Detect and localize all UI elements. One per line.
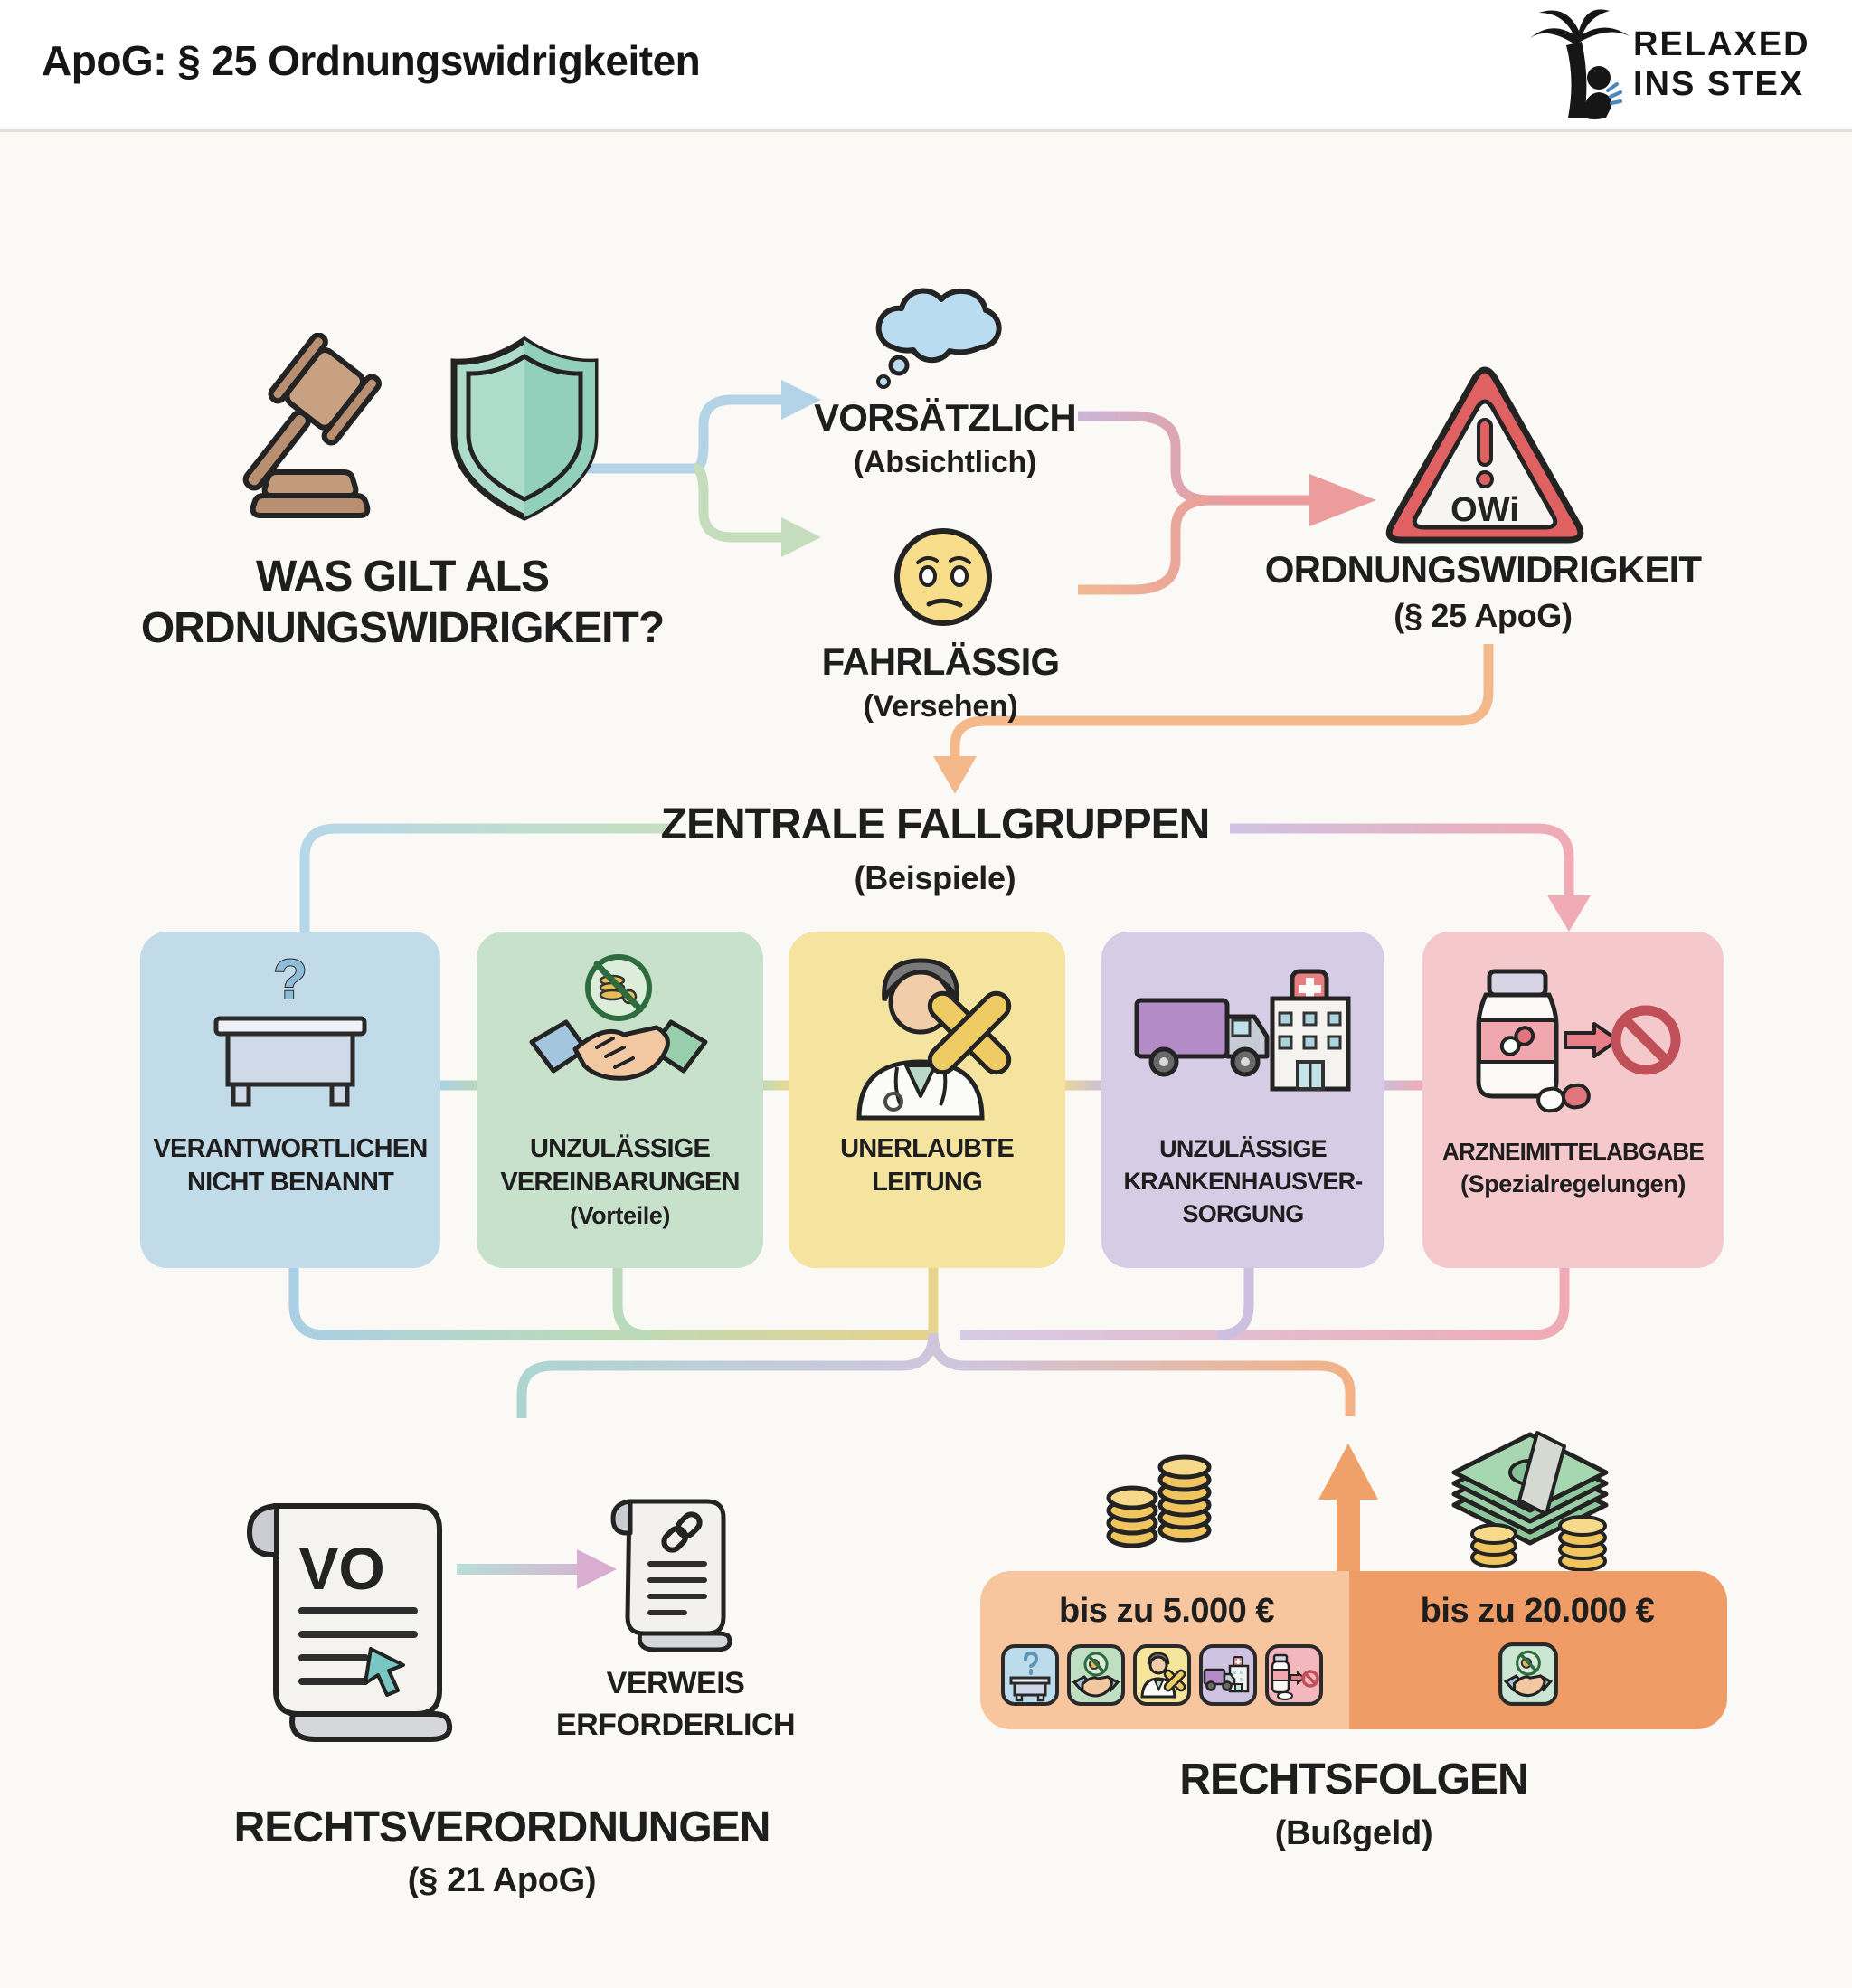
box4-line2: KRANKENHAUSVER- (1123, 1168, 1363, 1195)
vorsatz-label: VORSÄTZLICH (814, 396, 1076, 439)
owi-label: ORDNUNGSWIDRIGKEIT (1264, 548, 1702, 591)
handshake-no-money-icon (519, 948, 718, 1122)
question-mark-text: ? (273, 951, 307, 1011)
pill-bottle-prohibited-icon (1464, 966, 1681, 1115)
fallgruppen-title: ZENTRALE FALLGRUPPEN (660, 800, 1210, 848)
fallgruppe-label-3 (789, 1132, 1065, 1199)
mini-handshake-high-icon (1498, 1642, 1559, 1706)
mini-doctor-cross-icon (1133, 1644, 1191, 1706)
box2-sub: (Vorteile) (569, 1202, 670, 1229)
intro-question-line1: WAS GILT ALS (256, 553, 549, 601)
box5-sub: (Spezialregelungen) (1460, 1170, 1686, 1198)
desk-question-icon (200, 951, 381, 1119)
rechtsfolgen-title: RECHTSFOLGEN (1179, 1756, 1528, 1803)
mini-desk-question-icon (1001, 1644, 1059, 1706)
box3-line2: LEITUNG (872, 1168, 982, 1197)
box4-line1: UNZULÄSSIGE (1159, 1135, 1327, 1162)
fallgruppe-label-5 (1422, 1136, 1724, 1200)
thought-cloud-icon (868, 264, 1013, 391)
fallgruppe-label-2 (477, 1132, 763, 1232)
arrow-right-green-icon (781, 517, 821, 557)
verweis-line2: ERFORDERLICH (555, 1708, 796, 1742)
fallgruppen-subtitle: (Beispiele) (854, 859, 1016, 896)
mini-truck-hospital-icon (1199, 1644, 1257, 1706)
arrow-down-orange-icon (933, 756, 977, 794)
verweis-line1: VERWEIS (606, 1666, 745, 1700)
arrow-down-pink-icon (1547, 895, 1591, 932)
mini-pill-bottle-icon (1265, 1644, 1323, 1706)
verweis-label (513, 1662, 838, 1746)
truck-hospital-icon (1129, 961, 1356, 1114)
brand-line2: INS STEX (1633, 64, 1805, 103)
owi-sublabel: (§ 25 ApoG) (1394, 597, 1573, 634)
vorsatz-sublabel: (Absichtlich) (854, 445, 1036, 479)
box5-line1: ARZNEIMITTELABGABE (1442, 1138, 1704, 1165)
doctor-cross-icon (827, 946, 1025, 1122)
fahrlaessig-sublabel: (Versehen) (863, 689, 1018, 724)
vo-scroll-icon (226, 1488, 463, 1752)
owi-badge-text: OWi (1450, 491, 1519, 529)
box1-line2: NICHT BENANNT (186, 1168, 394, 1197)
document-link-icon (600, 1491, 738, 1655)
fahrlaessig-label: FAHRLÄSSIG (821, 640, 1060, 683)
intro-question (131, 552, 674, 654)
worried-face-icon (891, 525, 996, 630)
box3-line1: UNERLAUBTE (840, 1134, 1014, 1163)
page-title: ApoG: § 25 Ordnungswidrigkeiten (42, 37, 701, 84)
arrow-right-red-icon (1309, 474, 1376, 526)
box2-line1: UNZULÄSSIGE (529, 1134, 711, 1163)
intro-question-line2: ORDNUNGSWIDRIGKEIT? (140, 603, 665, 652)
fine-low-label: bis zu 5.000 € (1058, 1592, 1274, 1630)
owi-warning-triangle-icon (1382, 364, 1588, 552)
fallgruppe-label-1 (140, 1132, 440, 1199)
fine-high-label: bis zu 20.000 € (1420, 1592, 1655, 1630)
fallgruppe-label-4 (1101, 1132, 1384, 1230)
arrow-up-shaft (1337, 1492, 1360, 1572)
box2-line2: VEREINBARUNGEN (500, 1168, 740, 1197)
brand-line1: RELAXED (1633, 25, 1810, 63)
vo-text: VO (298, 1535, 385, 1602)
rechtsfolgen-subtitle: (Bußgeld) (1274, 1814, 1433, 1852)
mini-handshake-icon (1067, 1644, 1125, 1706)
gavel-shield-icon (215, 333, 604, 527)
rechtsverordnungen-title: RECHTSVERORDNUNGEN (233, 1803, 770, 1851)
coin-stacks-icon (1101, 1445, 1224, 1552)
rechtsverordnungen-subtitle: (§ 21 ApoG) (407, 1861, 597, 1899)
arrow-up-orange-icon (1318, 1444, 1378, 1500)
box4-line3: SORGUNG (1182, 1200, 1304, 1227)
banknotes-coins-icon (1440, 1409, 1630, 1574)
box1-line1: VERANTWORTLICHEN (153, 1134, 428, 1163)
